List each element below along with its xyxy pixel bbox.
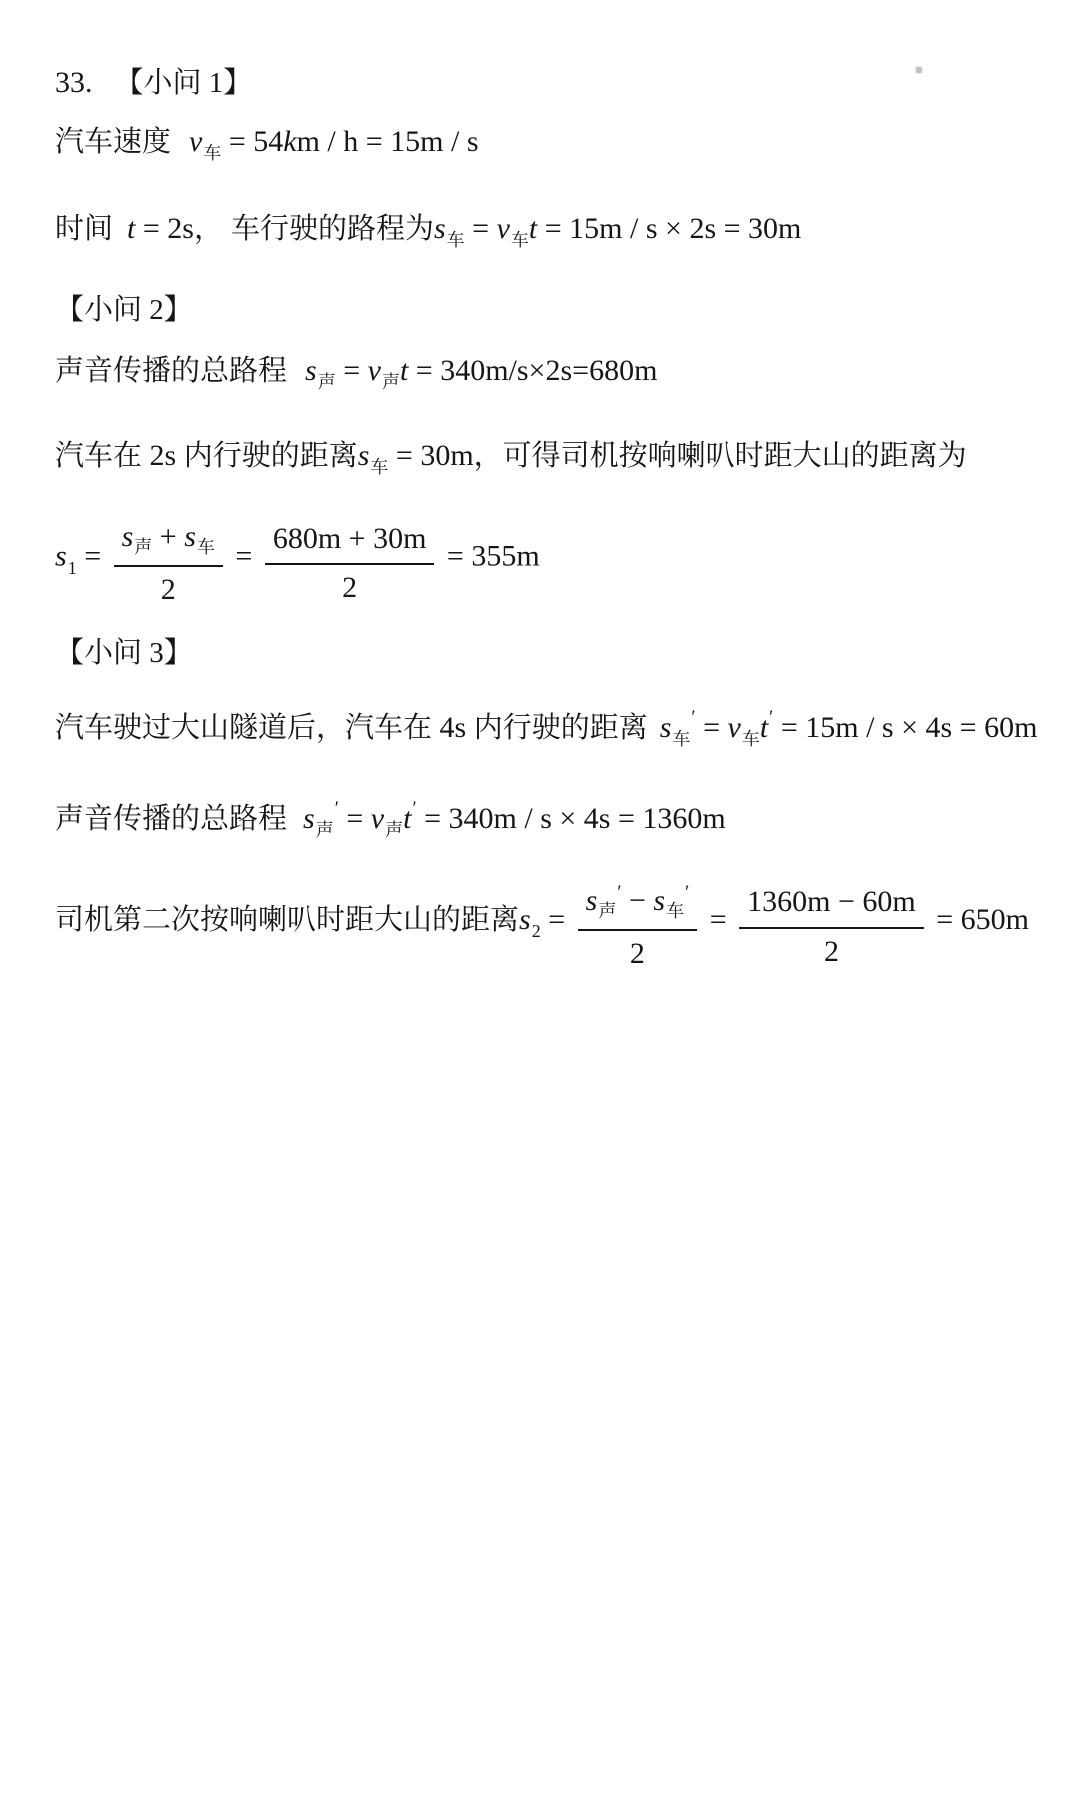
- math-subscript: 2: [531, 921, 541, 942]
- math-variable: s: [519, 903, 531, 937]
- math-subscript: 1: [67, 557, 77, 578]
- line-car-distance-4s: [55, 695, 1060, 762]
- math-run: =: [335, 354, 368, 387]
- line-s2-distance-formula: [55, 879, 1060, 972]
- math-run: =: [338, 802, 371, 835]
- math-subscript: 声: [134, 537, 153, 557]
- math-variable: t: [403, 802, 412, 835]
- math-run: −: [621, 884, 654, 917]
- math-subscript: 车: [672, 729, 691, 749]
- math-run: = 355m: [439, 539, 540, 573]
- math-run: 33.: [55, 66, 93, 99]
- math-run: m / h = 15m / s: [296, 125, 479, 158]
- math-run: = 54: [221, 125, 284, 158]
- text-run: 声音传播的总路程: [55, 803, 288, 835]
- math-prime: ′: [617, 882, 622, 903]
- math-run: 4s: [432, 711, 474, 744]
- math-run: = 650m: [928, 903, 1030, 937]
- math-subscript: 声: [598, 901, 617, 921]
- text-run: 【小问 2】: [55, 294, 193, 326]
- math-variable: s: [659, 711, 672, 744]
- math-run: =: [227, 539, 260, 573]
- math-run: =: [540, 903, 573, 937]
- math-subscript: 声: [381, 372, 400, 392]
- math-run: +: [152, 520, 185, 553]
- math-run: =: [702, 903, 735, 937]
- fraction-denominator: [342, 565, 357, 607]
- text-run: 【小问 3】: [55, 637, 193, 669]
- math-subscript: 车: [741, 729, 760, 749]
- math-run: = 15m / s × 2s = 30m: [537, 212, 802, 245]
- math-variable: v: [496, 212, 510, 245]
- fraction: [265, 518, 435, 607]
- math-variable: k: [283, 125, 297, 158]
- line-problem-part1-header: [55, 60, 1060, 111]
- math-run: = 340m/s×2s=680m: [408, 354, 658, 387]
- line-part3-header: [55, 630, 1060, 681]
- math-variable: v: [727, 711, 741, 744]
- line-sound-total-distance-4s: [55, 786, 1060, 853]
- math-prime: ′: [769, 707, 774, 728]
- fraction-denominator: [161, 567, 176, 609]
- fraction-numerator: [114, 516, 223, 567]
- math-prime: ′: [691, 707, 696, 728]
- math-subscript: 车: [196, 537, 215, 557]
- math-run: 2: [160, 572, 176, 606]
- math-run: =: [695, 711, 728, 744]
- line-s1-distance-formula: [55, 516, 1060, 608]
- math-variable: t: [127, 212, 136, 245]
- text-run: ，: [193, 213, 223, 245]
- math-variable: t: [759, 711, 769, 744]
- math-prime: ′: [334, 798, 339, 819]
- math-variable: s: [55, 539, 67, 573]
- math-prime: ′: [685, 882, 690, 903]
- math-run: = 2s: [135, 212, 194, 245]
- math-run: = 340m / s × 4s = 1360m: [416, 802, 726, 835]
- math-prime: ′: [412, 798, 417, 819]
- math-run: =: [464, 212, 497, 245]
- math-subscript: 车: [370, 457, 389, 477]
- math-run: =: [76, 539, 109, 573]
- text-run: 【小问 1】: [114, 67, 253, 99]
- math-run: = 15m / s × 4s = 60m: [773, 711, 1038, 744]
- math-subscript: 车: [666, 901, 685, 921]
- solution-document: [55, 60, 1060, 972]
- text-run: 时间: [55, 213, 114, 245]
- text-run: 内行驶的距离: [183, 440, 358, 472]
- line-car-distance-2s: [55, 433, 1060, 490]
- math-variable: s: [305, 354, 317, 387]
- math-subscript: 声: [385, 820, 404, 840]
- line-part2-header: [55, 287, 1060, 338]
- math-run: 680m + 30m: [272, 521, 427, 555]
- math-variable: s: [433, 212, 446, 245]
- line-time-and-car-distance: [55, 206, 1060, 263]
- math-variable: s: [653, 884, 666, 917]
- math-variable: v: [189, 125, 203, 158]
- math-subscript: 车: [510, 230, 529, 250]
- math-run: = 30m: [388, 439, 474, 472]
- math-run: 2: [629, 936, 645, 970]
- text-run: 车行驶的路程为: [230, 213, 434, 245]
- line-sound-total-distance-2s: [55, 348, 1060, 405]
- math-variable: s: [585, 884, 598, 917]
- math-run: 2s: [142, 439, 184, 472]
- math-run: 1360m − 60m: [747, 885, 916, 918]
- math-variable: s: [121, 520, 134, 553]
- math-variable: s: [303, 802, 315, 835]
- math-variable: s: [184, 520, 196, 553]
- fraction-numerator: [578, 879, 698, 931]
- fraction-denominator: [824, 929, 839, 971]
- text-run: 内行驶的距离: [473, 712, 648, 744]
- math-variable: v: [370, 802, 385, 835]
- math-run: 2: [823, 934, 839, 968]
- fraction: [114, 516, 223, 608]
- math-subscript: 声: [317, 372, 336, 392]
- math-variable: t: [528, 212, 538, 245]
- math-variable: s: [357, 439, 370, 472]
- math-subscript: 声: [315, 820, 334, 840]
- text-run: 司机第二次按响喇叭时距大山的距离: [55, 904, 520, 937]
- math-subscript: 车: [203, 143, 222, 163]
- fraction-numerator: [739, 881, 924, 929]
- text-run: 汽车速度: [55, 126, 172, 158]
- math-run: 2: [342, 571, 358, 604]
- math-subscript: 车: [446, 230, 465, 250]
- fraction: [578, 879, 698, 972]
- fraction-numerator: [265, 518, 435, 566]
- text-run: ，可得司机按响喇叭时距大山的距离为: [473, 440, 967, 472]
- fraction-denominator: [630, 931, 645, 973]
- math-variable: v: [367, 354, 381, 387]
- text-run: 声音传播的总路程: [55, 355, 288, 387]
- math-variable: t: [399, 354, 409, 387]
- line-car-speed: [55, 119, 1060, 176]
- text-run: 汽车驶过大山隧道后，汽车在: [55, 712, 433, 744]
- text-run: 汽车在: [55, 440, 143, 472]
- fraction: [739, 881, 924, 970]
